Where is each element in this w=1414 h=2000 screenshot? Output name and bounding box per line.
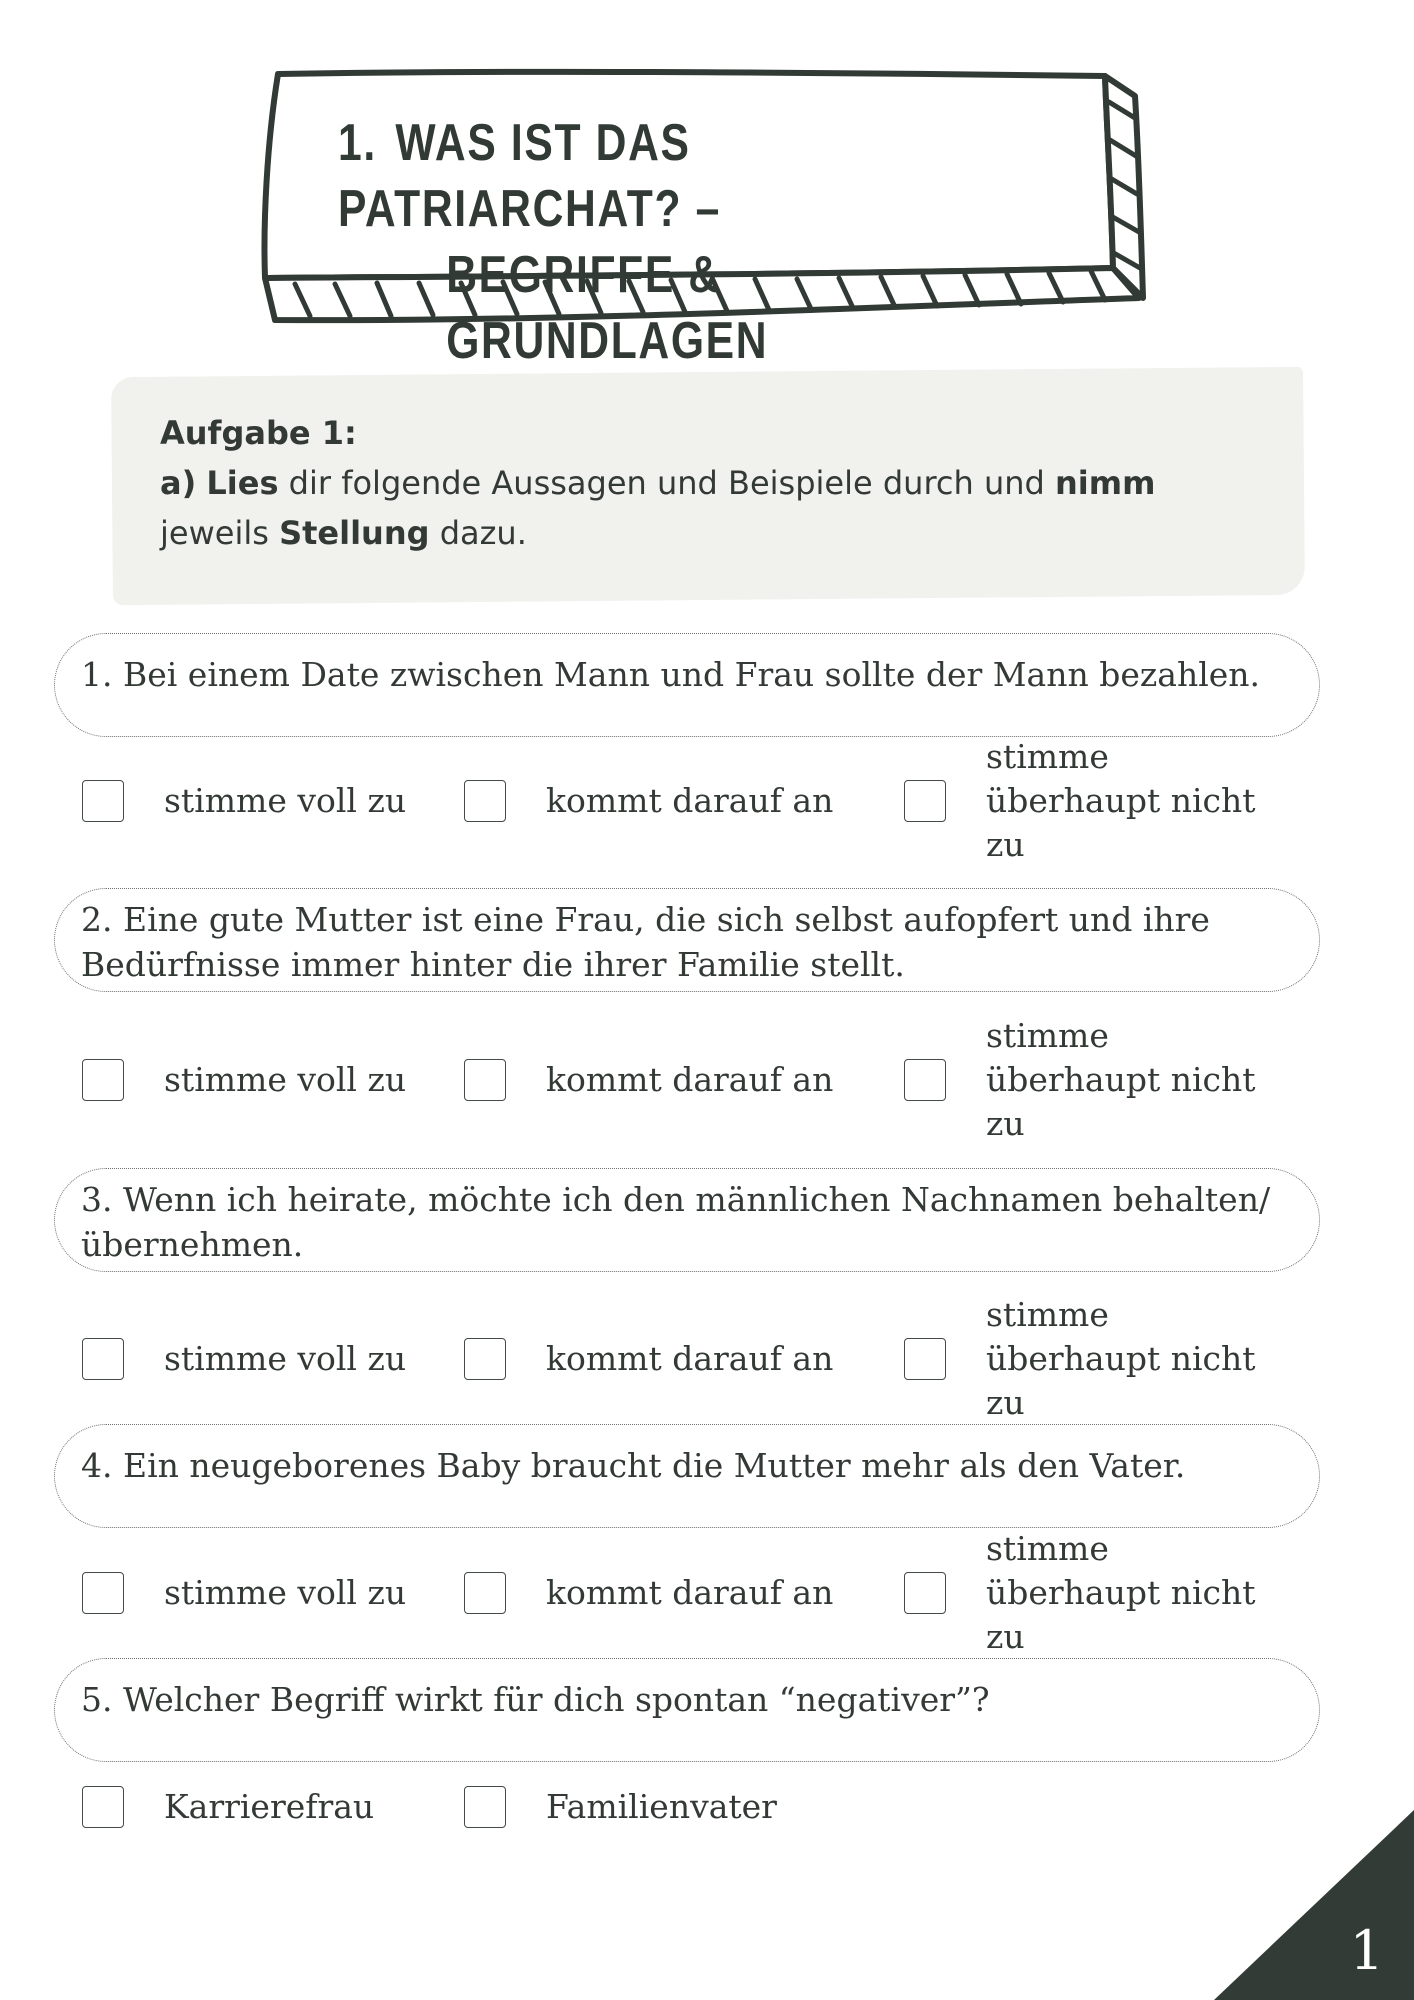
option-label: kommt darauf an	[546, 781, 834, 820]
option-depends[interactable]	[464, 1324, 833, 1394]
option-disagree[interactable]	[904, 1529, 1286, 1656]
page-number: 1	[1349, 1919, 1384, 1982]
option-label: stimme voll zu	[164, 1060, 407, 1099]
checkbox[interactable]	[464, 1786, 506, 1828]
option-label: stimme überhaupt nicht zu	[986, 737, 1256, 864]
page-title	[315, 110, 938, 374]
option-disagree[interactable]	[904, 737, 1286, 864]
option-label: stimme überhaupt nicht zu	[986, 1529, 1256, 1656]
option-label: kommt darauf an	[546, 1060, 834, 1099]
checkbox[interactable]	[464, 1572, 506, 1614]
options-row-4	[82, 1529, 1322, 1656]
option-label: stimme überhaupt nicht zu	[986, 1295, 1256, 1422]
option-agree[interactable]	[82, 1324, 406, 1394]
task-verb-lies: Lies	[206, 464, 279, 502]
page-corner-triangle	[1214, 1810, 1414, 2000]
task-part-label: a)	[160, 464, 197, 502]
task-verb-stellung: Stellung	[279, 514, 430, 552]
option-depends[interactable]	[464, 1045, 833, 1115]
option-label: kommt darauf an	[546, 1339, 834, 1378]
option-depends[interactable]	[464, 766, 833, 836]
option-label: Familienvater	[546, 1787, 777, 1826]
option-agree[interactable]	[82, 1045, 406, 1115]
statement-1: 1. Bei einem Date zwischen Mann und Frau sollte der Mann bezahlen.	[54, 633, 1320, 737]
task-text-2: jeweils	[160, 514, 280, 552]
checkbox[interactable]	[464, 1059, 506, 1101]
checkbox[interactable]	[904, 780, 946, 822]
checkbox[interactable]	[464, 1338, 506, 1380]
option-label: stimme voll zu	[164, 781, 407, 820]
options-row-2	[82, 1016, 1322, 1143]
checkbox[interactable]	[464, 780, 506, 822]
option-agree[interactable]	[82, 766, 406, 836]
option-label: stimme voll zu	[164, 1573, 407, 1612]
task-heading: Aufgabe 1:	[160, 414, 357, 452]
option-label: stimme voll zu	[164, 1339, 407, 1378]
option-label: stimme überhaupt nicht zu	[986, 1016, 1256, 1143]
checkbox[interactable]	[82, 1059, 124, 1101]
task-line-2	[160, 508, 1160, 558]
options-row-3	[82, 1295, 1322, 1422]
checkbox[interactable]	[904, 1572, 946, 1614]
option-familienvater[interactable]	[464, 1772, 777, 1842]
task-verb-nimm: nimm	[1055, 464, 1156, 502]
checkbox[interactable]	[904, 1059, 946, 1101]
statement-2: 2. Eine gute Mutter ist eine Frau, die sich selbst aufopfert und ihre Bedürfnisse immer hinter die ihrer Familie stellt.	[54, 888, 1320, 992]
checkbox[interactable]	[82, 1338, 124, 1380]
title-line-2: BEGRIFFE & GRUNDLAGEN	[446, 246, 769, 370]
option-depends[interactable]	[464, 1558, 833, 1628]
statement-4: 4. Ein neugeborenes Baby braucht die Mutter mehr als den Vater.	[54, 1424, 1320, 1528]
section-number: 1.	[337, 114, 377, 172]
checkbox[interactable]	[82, 780, 124, 822]
title-banner	[255, 62, 1155, 370]
statement-5: 5. Welcher Begriff wirkt für dich spontan “negativer”?	[54, 1658, 1320, 1762]
task-instructions	[160, 408, 1160, 558]
option-agree[interactable]	[82, 1558, 406, 1628]
option-disagree[interactable]	[904, 1016, 1286, 1143]
task-line-1	[160, 458, 1160, 508]
checkbox[interactable]	[904, 1338, 946, 1380]
checkbox[interactable]	[82, 1572, 124, 1614]
options-row-1	[82, 737, 1322, 864]
task-text-1: dir folgende Aussagen und Beispiele durch und	[278, 464, 1055, 502]
option-label: Karrierefrau	[164, 1787, 375, 1826]
options-row-5	[82, 1772, 1322, 1842]
title-line-1: WAS IST DAS PATRIARCHAT? –	[337, 114, 721, 238]
task-text-3: dazu.	[429, 514, 527, 552]
option-label: kommt darauf an	[546, 1573, 834, 1612]
checkbox[interactable]	[82, 1786, 124, 1828]
statement-3: 3. Wenn ich heirate, möchte ich den männlichen Nachnamen behalten/ übernehmen.	[54, 1168, 1320, 1272]
option-disagree[interactable]	[904, 1295, 1286, 1422]
option-karrierefrau[interactable]	[82, 1772, 374, 1842]
